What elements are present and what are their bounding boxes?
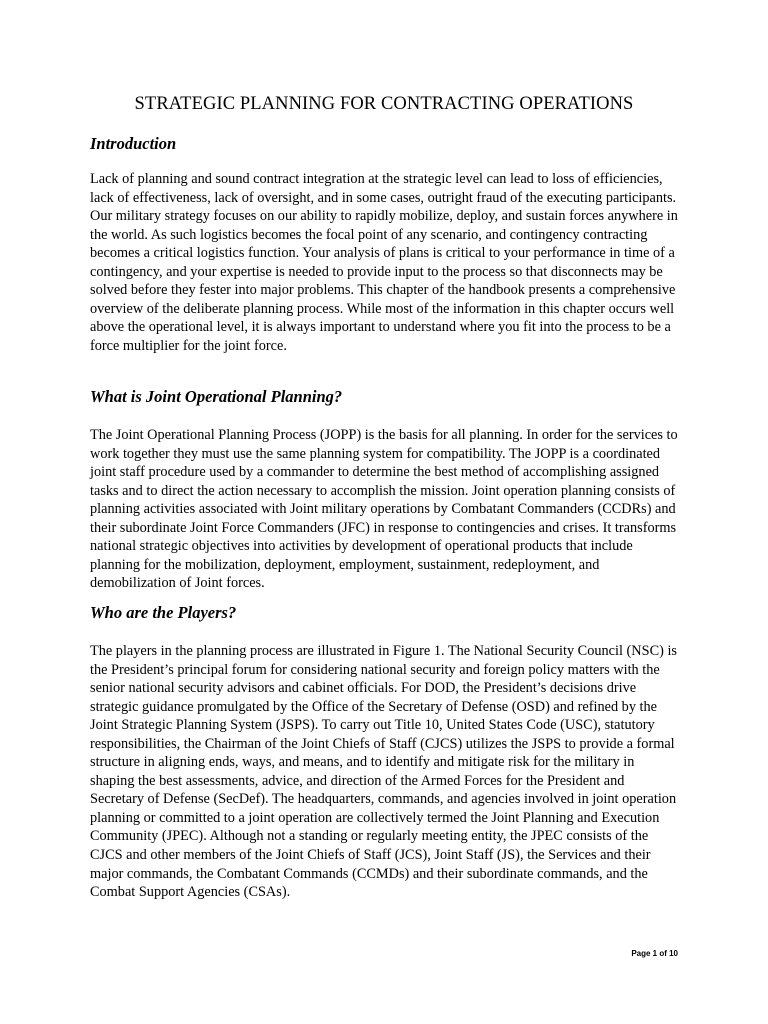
section-heading-joint-operational-planning: What is Joint Operational Planning? [90, 387, 343, 406]
page-title: STRATEGIC PLANNING FOR CONTRACTING OPERATIONS [134, 94, 634, 114]
section-heading-players: Who are the Players? [90, 603, 237, 622]
section-body-joint-operational-planning: The Joint Operational Planning Process (JOPP) is the basis for all planning. In order for the services to work together they must use the same planning system for compatibility. The JOPP is a coordinated joint staff procedure used by a commander to determine the best method of accomplishing assigned tasks and to direct the action necessary to accomplish the mission. Joint operation planning consists of planning activities associated with Joint military operations by Combatant Commanders (CCDRs) and their subordinate Joint Force Commanders (JFC) in response to contingencies and crises. It transforms national strategic objectives into activities by development of operational products that include planning for the mobilization, deployment, employment, sustainment, redeployment, and demobilization of Joint forces. [90, 427, 678, 592]
section-body-players: The players in the planning process are illustrated in Figure 1. The National Security Council (NSC) is the President’s principal forum for considering national security and foreign policy matters with the senior national security advisors and cabinet officials. For DOD, the President’s decisions drive strategic guidance promulgated by the Office of the Secretary of Defense (OSD) and refined by the Joint Strategic Planning System (JSPS). To carry out Title 10, United States Code (USC), statutory responsibilities, the Chairman of the Joint Chiefs of Staff (CJCS) utilizes the JSPS to provide a formal structure in aligning ends, ways, and means, and to identify and mitigate risk for the military in shaping the best assessments, advice, and direction of the Armed Forces for the President and Secretary of Defense (SecDef). The headquarters, commands, and agencies involved in joint operation planning or committed to a joint operation are collectively termed the Joint Planning and Execution Community (JPEC). Although not a standing or regularly meeting entity, the JPEC consists of the CJCS and other members of the Joint Chiefs of Staff (JCS), Joint Staff (JS), the Services and their major commands, the Combatant Commands (CCMDs) and their subordinate commands, and the Combat Support Agencies (CSAs). [90, 643, 677, 901]
section-body-introduction: Lack of planning and sound contract integration at the strategic level can lead to loss of efficiencies, lack of effectiveness, lack of oversight, and in some cases, outright fraud of the executing participants. Our military strategy focuses on our ability to rapidly mobilize, deploy, and sustain forces anywhere in the world. As such logistics becomes the focal point of any scenario, and contingency contracting becomes a critical logistics function. Your analysis of plans is critical to your performance in time of a contingency, and your expertise is needed to provide input to the process so that disconnects may be solved before they fester into major problems. This chapter of the handbook presents a comprehensive overview of the deliberate planning process. While most of the information in this chapter occurs well above the operational level, it is always important to understand where you fit into the process to be a force multiplier for the joint force. [90, 171, 678, 354]
section-heading-introduction: Introduction [90, 134, 177, 153]
page-number: Page 1 of 10 [631, 949, 678, 958]
